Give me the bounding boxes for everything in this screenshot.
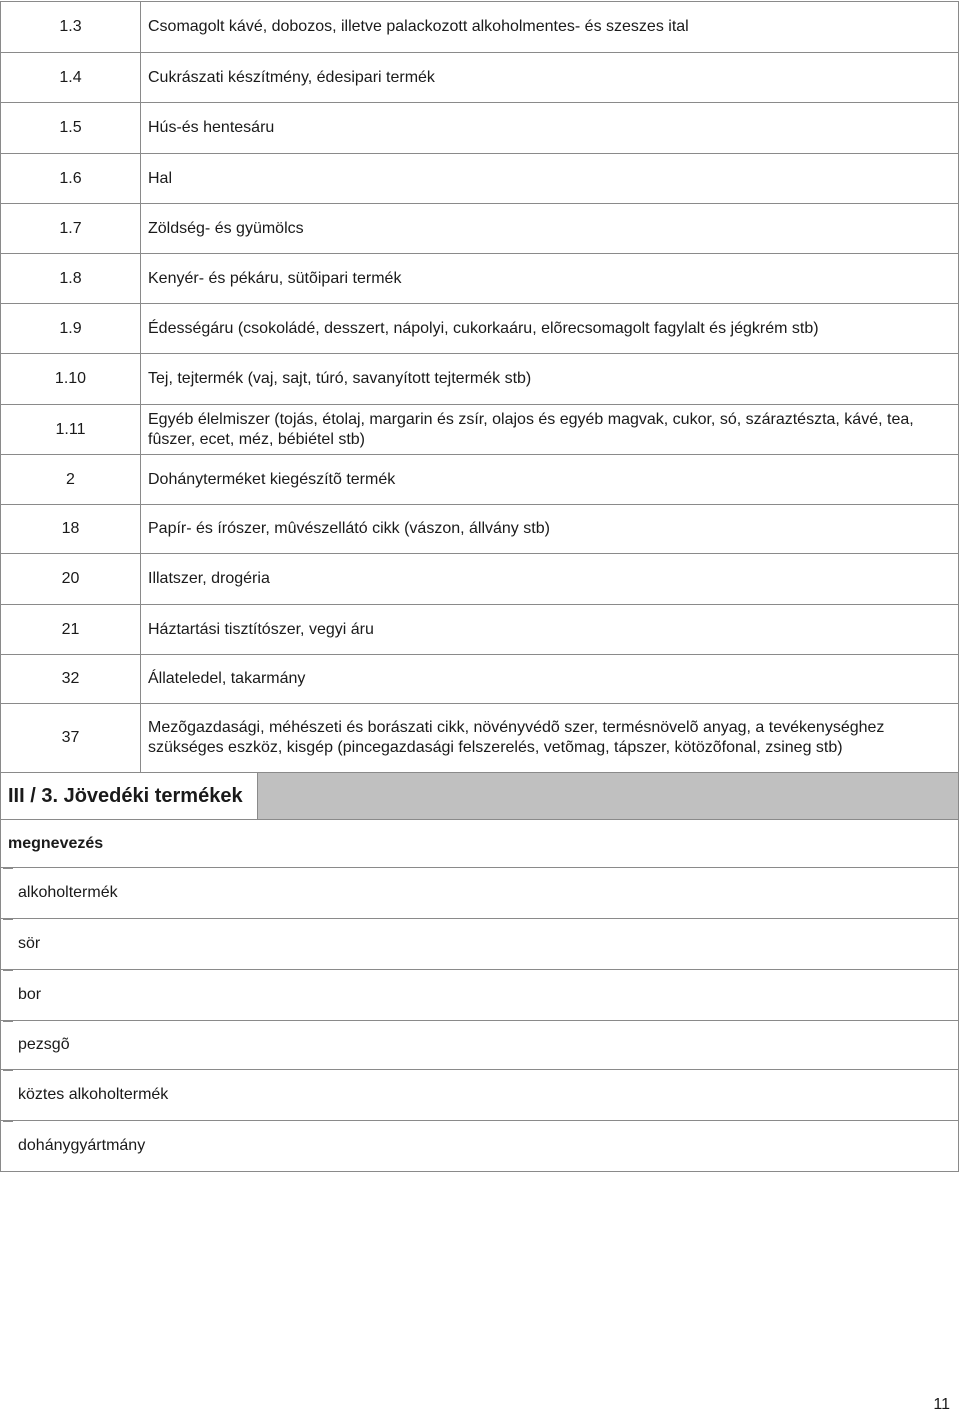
item-label: dohánygyártmány [18, 1137, 146, 1154]
column-header: megnevezés [0, 820, 959, 868]
table-row [0, 455, 959, 505]
row-code: 21 [1, 605, 141, 654]
row-description: Illatszer, drogéria [148, 570, 270, 587]
row-description: Cukrászati készítmény, édesipari termék [148, 68, 435, 86]
table-row [0, 254, 959, 304]
row-code: 1.11 [1, 405, 141, 454]
row-description: Mezõgazdasági, méhészeti és borászati cikk, növényvédõ szer, termésnövelõ anyag, a tevékenységhez szükséges eszköz, kisgép (pincegazdasági felszerelés, vetõmag, tápszer, kötözõfonal, zsineg stb) [148, 719, 885, 756]
list-item [0, 1121, 959, 1172]
table-row [0, 53, 959, 103]
row-marker [3, 919, 13, 920]
section-title: III / 3. Jövedéki termékek [1, 773, 258, 819]
item-label: pezsgõ [18, 1036, 70, 1053]
row-code: 1.6 [1, 154, 141, 203]
row-description: Egyéb élelmiszer (tojás, étolaj, margarin és zsír, olajos és egyéb magvak, cukor, só, száraztészta, kávé, tea, fûszer, ecet, méz, bébiétel stb) [148, 410, 914, 448]
table-row [0, 204, 959, 254]
row-description: Kenyér- és pékáru, sütõipari termék [148, 269, 402, 287]
row-code: 1.3 [1, 2, 141, 52]
row-marker [3, 1021, 13, 1022]
row-description: Háztartási tisztítószer, vegyi áru [148, 620, 374, 638]
row-description: Állateledel, takarmány [148, 670, 306, 687]
row-code: 2 [1, 455, 141, 504]
page-number: 11 [933, 1396, 950, 1413]
table-row [0, 554, 959, 605]
table-row [0, 505, 959, 554]
list-item [0, 1021, 959, 1070]
table-row [0, 704, 959, 773]
row-code: 1.7 [1, 204, 141, 253]
table-row [0, 354, 959, 405]
row-code: 1.4 [1, 53, 141, 102]
row-marker [3, 970, 13, 971]
row-code: 18 [1, 505, 141, 553]
section-header [0, 773, 959, 820]
item-label: bor [18, 986, 42, 1003]
row-code: 20 [1, 554, 141, 604]
row-description: Hal [148, 169, 173, 187]
row-description: Dohányterméket kiegészítõ termék [148, 470, 396, 488]
item-label: alkoholtermék [18, 884, 118, 901]
row-description: Zöldség- és gyümölcs [148, 219, 304, 237]
table-row [0, 1, 959, 53]
row-description: Csomagolt kávé, dobozos, illetve palackozott alkoholmentes- és szeszes ital [148, 18, 689, 35]
row-description: Hús-és hentesáru [148, 119, 275, 136]
row-code: 1.5 [1, 103, 141, 153]
row-code: 1.10 [1, 354, 141, 404]
list-item [0, 868, 959, 919]
table-row [0, 154, 959, 204]
row-code: 37 [1, 704, 141, 772]
list-item [0, 1070, 959, 1121]
table-row [0, 103, 959, 154]
row-code: 1.9 [1, 304, 141, 353]
list-item [0, 919, 959, 970]
table-row [0, 605, 959, 655]
row-description: Édességáru (csokoládé, desszert, nápolyi, cukorkaáru, elõrecsomagolt fagylalt és jégkrém stb) [148, 319, 819, 337]
row-code: 1.8 [1, 254, 141, 303]
row-marker [3, 868, 13, 869]
item-label: sör [18, 935, 41, 952]
table-row [0, 405, 959, 455]
row-code: 32 [1, 655, 141, 703]
section-header-fill [258, 773, 958, 819]
row-description: Papír- és írószer, mûvészellátó cikk (vászon, állvány stb) [148, 520, 550, 537]
table-row [0, 655, 959, 704]
item-label: köztes alkoholtermék [18, 1086, 169, 1103]
row-marker [3, 1070, 13, 1071]
table-row [0, 304, 959, 354]
row-description: Tej, tejtermék (vaj, sajt, túró, savanyított tejtermék stb) [148, 370, 532, 387]
row-marker [3, 1121, 13, 1122]
list-item [0, 970, 959, 1021]
